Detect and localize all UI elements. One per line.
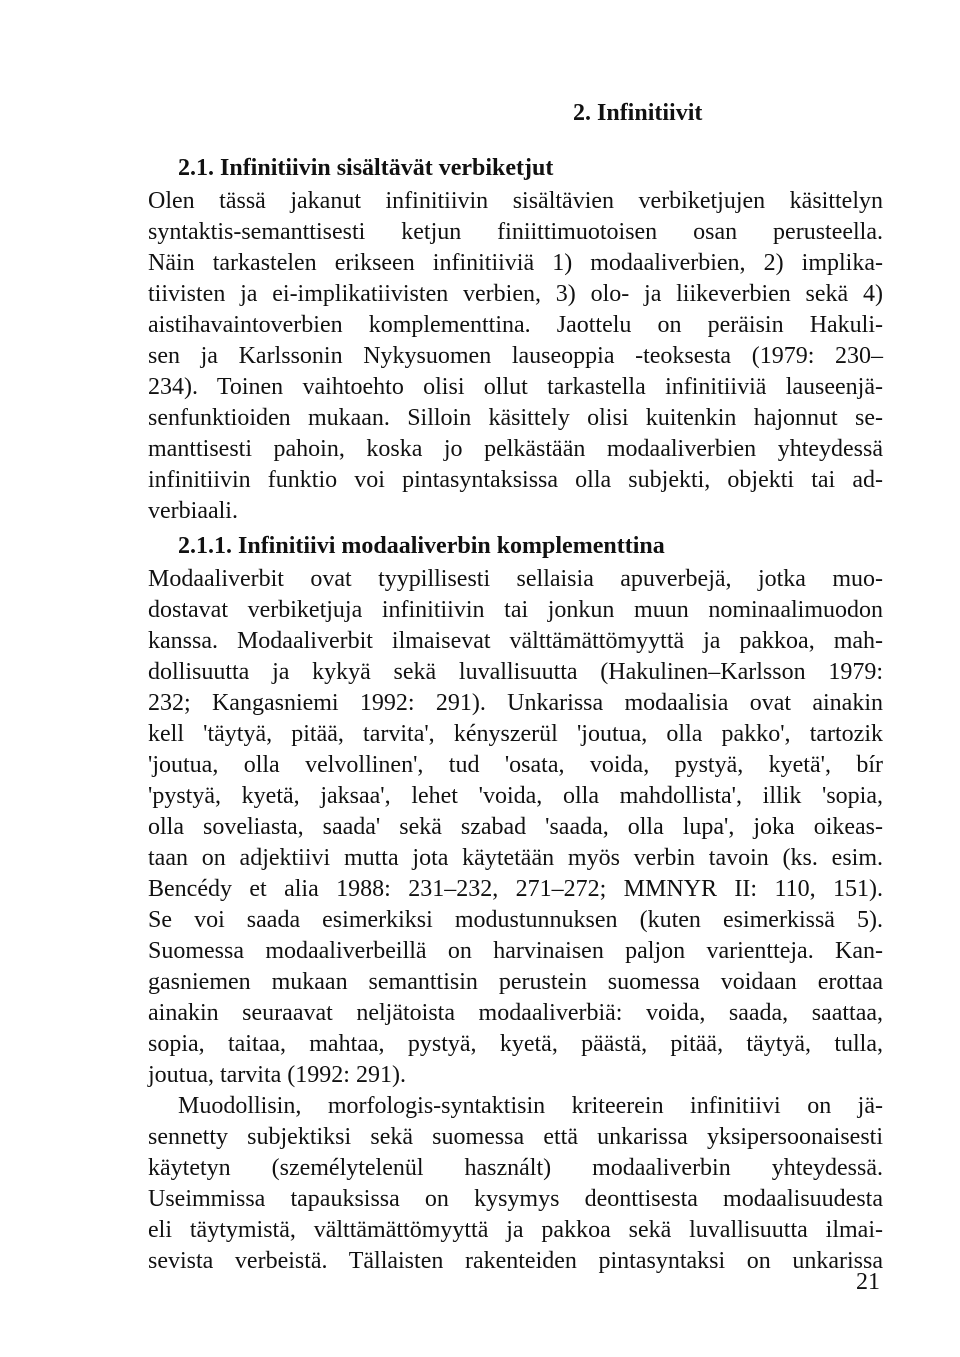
text-line: infinitiivin funktio voi pintasyntaksissa olla subjekti, objekti tai ad- [148,467,883,493]
text-line: dostavat verbiketjuja infinitiivin tai jonkun muun nominaalimuodon [148,597,883,623]
text-line: manttisesti pahoin, koska jo pelkästään modaaliverbien yhteydessä [148,436,883,462]
text-line: Useimmissa tapauksissa on kysymys deonttisesta modaalisuudesta [148,1186,883,1212]
text-line: Olen tässä jakanut infinitiivin sisältävien verbiketjujen käsittelyn [148,188,883,214]
text-line: Näin tarkastelen erikseen infinitiiviä 1) modaaliverbien, 2) implika- [148,250,883,276]
text-line: Bencédy et alia 1988: 231–232, 271–272; MMNYR II: 110, 151). [148,876,883,902]
text-line: käytetyn (személytelenül használt) modaaliverbin yhteydessä. [148,1155,883,1181]
text-line: sevista verbeistä. Tällaisten rakenteiden pintasyntaksi on unkarissa [148,1248,883,1274]
text-line: tiivisten ja ei-implikatiivisten verbien, 3) olo- ja liikeverbien sekä 4) [148,281,883,307]
text-line: 'pystyä, kyetä, jaksaa', lehet 'voida, olla mahdollista', illik 'sopia, [148,783,883,809]
text-line: syntaktis-semanttisesti ketjun finiittimuotoisen osan perusteella. [148,219,883,245]
page-number: 21 [856,1269,880,1295]
text-line: kanssa. Modaaliverbit ilmaisevat välttämättömyyttä ja pakkoa, mah- [148,628,883,654]
text-line: gasniemen mukaan semanttisin perustein suomessa voidaan erottaa [148,969,883,995]
text-line: sen ja Karlssonin Nykysuomen lauseoppia -teoksesta (1979: 230– [148,343,883,369]
text-line: aistihavaintoverbien komplementtina. Jaottelu on peräisin Hakuli- [148,312,883,338]
text-line: Muodollisin, morfologis-syntaktisin kriteerein infinitiivi on jä- [178,1093,883,1119]
chapter-title: 2. Infinitiivit [573,100,703,126]
text-line: kell 'täytyä, pitää, tarvita', kényszerül 'joutua, olla pakko', tartozik [148,721,883,747]
text-line: sennetty subjektiksi sekä suomessa että unkarissa yksipersoonaisesti [148,1124,883,1150]
text-line: sopia, taitaa, mahtaa, pystyä, kyetä, päästä, pitää, täytyä, tulla, [148,1031,883,1057]
text-line: ainakin seuraavat neljätoista modaaliverbiä: voida, saada, saattaa, [148,1000,883,1026]
text-line: 232; Kangasniemi 1992: 291). Unkarissa modaalisia ovat ainakin [148,690,883,716]
text-line: Suomessa modaaliverbeillä on harvinaisen paljon varientteja. Kan- [148,938,883,964]
text-line: 234). Toinen vaihtoehto olisi ollut tarkastella infinitiiviä lauseenjä- [148,374,883,400]
text-line: eli täytymistä, välttämättömyyttä ja pakkoa sekä luvallisuutta ilmai- [148,1217,883,1243]
section-heading-2-1-1: 2.1.1. Infinitiivi modaaliverbin komplementtina [178,533,665,559]
text-line: joutua, tarvita (1992: 291). [148,1062,406,1088]
text-line: 'joutua, olla velvollinen', tud 'osata, voida, pystyä, kyetä', bír [148,752,883,778]
section-heading-2-1: 2.1. Infinitiivin sisältävät verbiketjut [178,155,554,181]
text-line: senfunktioiden mukaan. Silloin käsittely olisi kuitenkin hajonnut se- [148,405,883,431]
text-line: dollisuutta ja kykyä sekä luvallisuutta (Hakulinen–Karlsson 1979: [148,659,883,685]
text-line: verbiaali. [148,498,238,524]
text-line: Modaaliverbit ovat tyypillisesti sellaisia apuverbejä, jotka muo- [148,566,883,592]
text-line: Se voi saada esimerkiksi modustunnuksen (kuten esimerkissä 5). [148,907,883,933]
text-line: taan on adjektiivi mutta jota käytetään myös verbin tavoin (ks. esim. [148,845,883,871]
text-line: olla soveliasta, saada' sekä szabad 'saada, olla lupa', joka oikeas- [148,814,883,840]
